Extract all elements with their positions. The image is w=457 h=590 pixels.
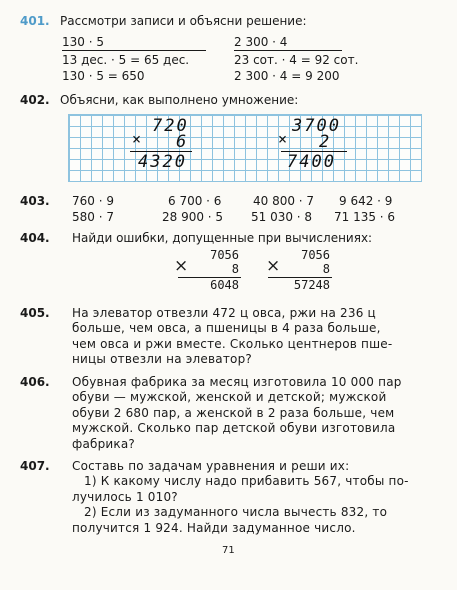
exercise-406-line: фабрика? [72,436,136,451]
exercise-407-line: 2) Если из задуманного числа вычесть 832, то [84,505,388,520]
exercise-403-expr-8: 71 135 · 6 [334,210,396,224]
exercise-404-left-multiplicand: 7056 [210,248,239,262]
exercise-403-expr-6: 28 900 · 5 [162,210,224,224]
exercise-401-right-line-2: 23 сот. · 4 = 92 сот. [234,53,359,67]
exercise-401-left-line-2: 13 дес. · 5 = 65 дес. [62,53,190,67]
exercise-402-number: 402. [20,93,50,107]
exercise-406-line: обуви — мужской, женской и детской; мужской [72,390,387,405]
exercise-406-line: Обувная фабрика за месяц изготовила 10 000 пар [72,375,402,389]
exercise-403-expr-1: 760 · 9 [72,194,114,208]
exercise-402-right-product: 7400 [287,152,336,172]
exercise-402-left-multiplier: 6 [176,132,189,152]
exercise-407-text [72,459,432,536]
exercise-407-number: 407. [20,459,50,473]
exercise-402-right-multiplicand: 3700 [292,116,341,136]
exercise-405-line: чем овса и ржи вместе. Сколько центнеров пше- [72,336,393,351]
exercise-402-left-product: 4320 [138,152,187,172]
exercise-407-line: получится 1 924. Найди задуманное число. [72,520,356,535]
exercise-404-number: 404. [20,231,50,245]
exercise-401-right-line-1: 2 300 · 4 [234,35,342,51]
exercise-407-line: лучилось 1 010? [72,489,178,504]
exercise-407-line: Составь по задачам уравнения и реши их: [72,459,350,473]
exercise-401-left-line-3: 130 · 5 = 650 [62,69,145,83]
page-number: 71 [222,545,235,556]
exercise-403-expr-5: 580 · 7 [72,210,114,224]
exercise-402-grid-paper [68,114,422,182]
exercise-404-left-multiplier: 8 [231,262,239,276]
exercise-403-number: 403. [20,194,50,208]
exercise-407-line: 1) К какому числу надо прибавить 567, чтобы по- [84,474,409,489]
exercise-401-right-line-3: 2 300 · 4 = 9 200 [234,69,340,83]
exercise-406-number: 406. [20,375,50,389]
exercise-403-expr-4: 9 642 · 9 [339,194,393,208]
exercise-404-left-product: 6048 [210,278,239,292]
exercise-406-line: обуви 2 680 пар, а женской в 2 раза больше, чем [72,405,395,420]
exercise-404-left-sign: × [174,256,189,276]
exercise-401-task: Рассмотри записи и объясни решение: [60,14,307,28]
exercise-404-right-multiplicand: 7056 [301,248,330,262]
exercise-405-text [72,306,432,368]
exercise-404-task: Найди ошибки, допущенные при вычислениях: [72,231,373,245]
exercise-403-expr-7: 51 030 · 8 [251,210,313,224]
exercise-402-right-multiplier: 2 [319,132,332,152]
exercise-406-line: мужской. Сколько пар детской обуви изготовила [72,421,396,436]
exercise-404-right-product: 57248 [293,278,330,292]
exercise-404-right-sign: × [266,256,281,276]
exercise-403-expr-3: 40 800 · 7 [253,194,315,208]
exercise-403-expr-2: 6 700 · 6 [168,194,222,208]
exercise-401-number: 401. [20,14,50,28]
exercise-402-task: Объясни, как выполнено умножение: [60,93,299,107]
exercise-405-line: На элеватор отвезли 472 ц овса, ржи на 236 ц [72,306,376,320]
exercise-402-left-multiplicand: 720 [152,116,189,136]
exercise-402-left-sign: × [132,130,144,148]
exercise-406-text [72,375,432,452]
exercise-404-right-multiplier: 8 [322,262,330,276]
exercise-401-left-line-1: 130 · 5 [62,35,206,51]
exercise-405-line: ницы отвезли на элеватор? [72,352,252,367]
exercise-405-number: 405. [20,306,50,320]
exercise-405-line: больше, чем овса, а пшеницы в 4 раза больше, [72,321,381,336]
exercise-402-right-sign: × [278,130,290,148]
